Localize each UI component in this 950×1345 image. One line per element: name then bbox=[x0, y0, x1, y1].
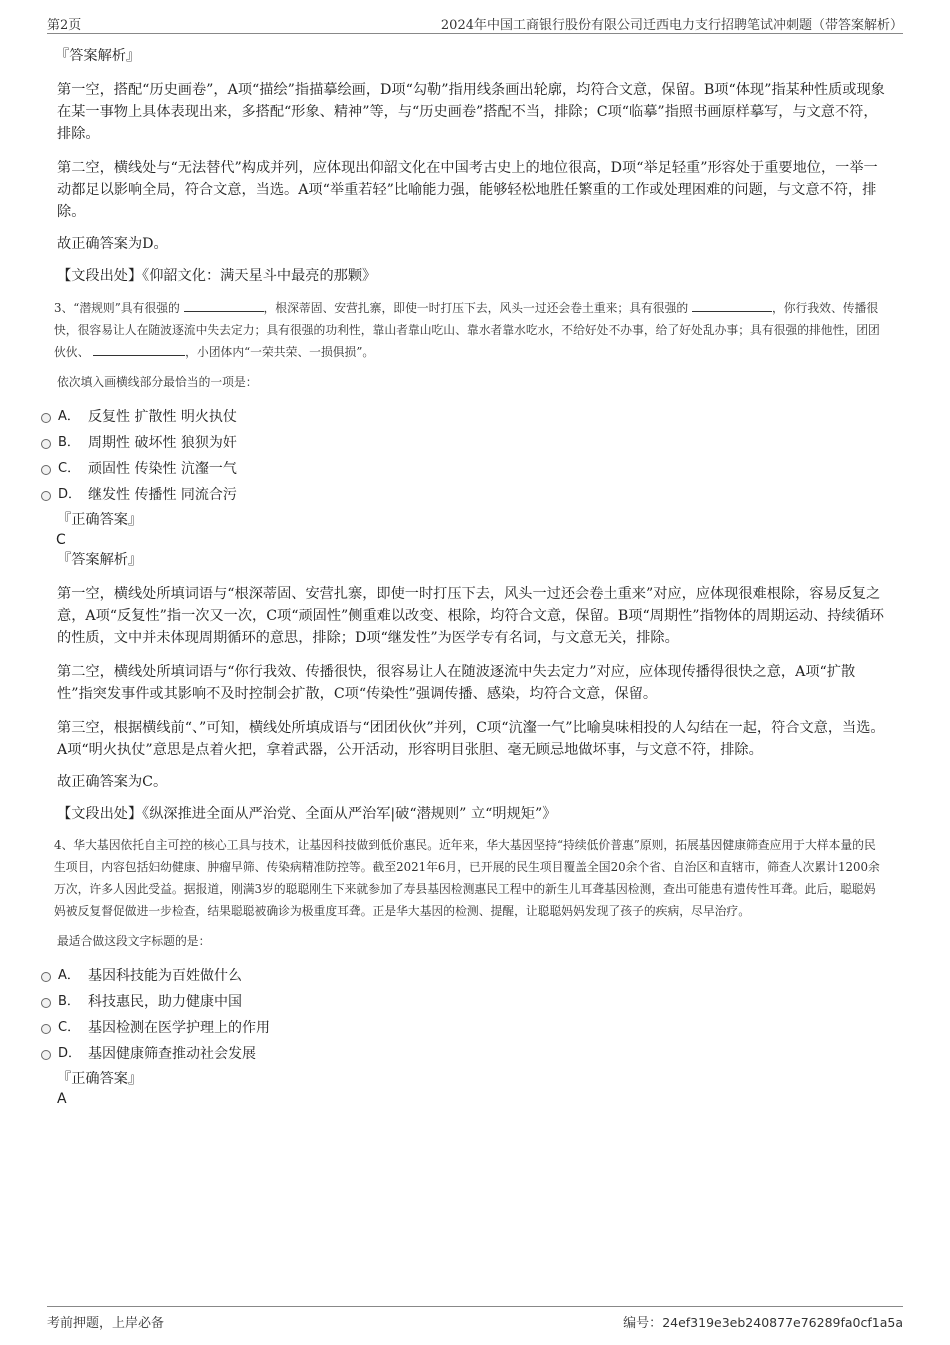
q4-answer: A bbox=[57, 1091, 67, 1107]
option-text: 周期性 破坏性 狼狈为奸 bbox=[88, 435, 237, 451]
q3-stem-part-1: 3、“潜规则”具有很强的 bbox=[54, 301, 180, 315]
q3-option-a[interactable] bbox=[0, 404, 887, 430]
q3-stem-part-4: ，小团体内“一荣共荣、一损俱损”。 bbox=[185, 345, 375, 359]
q3-options bbox=[0, 404, 887, 508]
option-text: 继发性 传播性 同流合污 bbox=[88, 487, 237, 503]
page-footer bbox=[47, 1306, 903, 1329]
option-letter: C． bbox=[58, 461, 81, 476]
q4-option-a[interactable] bbox=[0, 963, 887, 989]
document-title: 2024年中国工商银行股份有限公司迁西电力支行招聘笔试冲刺题（带答案解析） bbox=[440, 18, 903, 33]
q4-stem: 4、华大基因依托自主可控的核心工具与技术，让基因科技做到低价惠民。近年来，华大基因坚持“持续低价普惠”原则，拓展基因健康筛查应用于大样本量的民生项目，内容包括妇幼健康、肿瘤早筛、传染病精准防控等。截至2021年6月，已开展的民生项目覆盖全国20余个省、自治区和直辖市，筛查人次累计1200余万次，许多人因此受益。据报道，刚满3岁的聪聪刚生下来就参加了寿县基因检测惠民工程中的新生儿耳聋基因检测，查出可能患有遗传性耳聋。此后，聪聪妈妈被反复督促做进一步检查，结果聪聪被确诊为极重度耳聋。正是华大基因的检测、提醒，让聪聪妈妈发现了孩子的疾病，尽早治疗。 bbox=[54, 838, 880, 918]
q3-analysis-label: 『答案解析』 bbox=[57, 552, 143, 568]
q3-option-c[interactable] bbox=[0, 456, 887, 482]
radio-button-icon[interactable] bbox=[41, 439, 51, 449]
radio-button-icon[interactable] bbox=[41, 1050, 51, 1060]
q3-source: 【文段出处】《纵深推进全面从严治党、全面从严治军|破“潜规则” 立“明规矩”》 bbox=[57, 806, 557, 822]
q4-prompt: 最适合做这段文字标题的是： bbox=[57, 934, 211, 948]
option-letter: D． bbox=[58, 487, 82, 502]
radio-button-icon[interactable] bbox=[41, 1024, 51, 1034]
q3-stem-part-3: ，你行我效、传播很快，很容易让人在随波逐流中失去定力；具有很强的功利性，靠山者靠山吃山、靠水者靠水吃水，不给好处不办事，给了好处乱办事；具有很强的排他性，团团伙伙、 bbox=[54, 301, 880, 359]
q2-source: 【文段出处】《仰韶文化：满天星斗中最亮的那颗》 bbox=[57, 268, 377, 284]
q4-answer-label: 『正确答案』 bbox=[57, 1071, 143, 1087]
option-text: 基因科技能为百姓做什么 bbox=[88, 968, 242, 984]
q3-analysis-para-1: 第一空，横线处所填词语与“根深蒂固、安营扎寨，即使一时打压下去，风头一过还会卷土重来”对应，应体现很难根除，容易反复之意，A项“反复性”指一次又一次，C项“顽固性”侧重难以改变、根除，均符合文意，保留。B项“周期性”指物体的周期运动、持续循环的性质，文中并未体现周期循环的意思，排除；D项“继发性”为医学专有名词，与文意无关，排除。 bbox=[57, 586, 884, 646]
q3-conclusion: 故正确答案为C。 bbox=[57, 774, 168, 790]
radio-button-icon[interactable] bbox=[41, 413, 51, 423]
q3-blank-2 bbox=[692, 300, 772, 312]
q3-answer-label: 『正确答案』 bbox=[57, 512, 143, 528]
radio-button-icon[interactable] bbox=[41, 465, 51, 475]
page-header bbox=[47, 13, 903, 34]
option-letter: D． bbox=[58, 1046, 82, 1061]
q3-blank-1 bbox=[184, 300, 264, 312]
q4-option-c[interactable] bbox=[0, 1015, 887, 1041]
page-number: 第2页 bbox=[47, 18, 82, 33]
document-code-label: 编号： bbox=[623, 1316, 663, 1331]
q3-prompt: 依次填入画横线部分最恰当的一项是： bbox=[57, 375, 258, 389]
document-code bbox=[623, 1312, 903, 1331]
q3-analysis-para-2: 第二空，横线处所填词语与“你行我效、传播很快，很容易让人在随波逐流中失去定力”对应，应体现传播得很快之意，A项“扩散性”指突发事件或其影响不及时控制会扩散，C项“传染性”强调传播、感染，均符合文意，保留。 bbox=[57, 664, 856, 702]
q2-conclusion: 故正确答案为D。 bbox=[57, 236, 168, 252]
option-letter: B． bbox=[58, 994, 80, 1009]
q3-option-d[interactable] bbox=[0, 482, 887, 508]
q2-analysis-para-2: 第二空，横线处与“无法替代”构成并列，应体现出仰韶文化在中国考古史上的地位很高，D项“举足轻重”形容处于重要地位，一举一动都足以影响全局，符合文意，当选。A项“举重若轻”比喻能力强，能够轻松地胜任繁重的工作或处理困难的问题，与文意不符，排除。 bbox=[57, 160, 878, 220]
q4-option-d[interactable] bbox=[0, 1041, 887, 1067]
radio-button-icon[interactable] bbox=[41, 998, 51, 1008]
q3-stem-part-2: ，根深蒂固、安营扎寨，即使一时打压下去，风头一过还会卷土重来；具有很强的 bbox=[263, 301, 689, 315]
q3-analysis-para-3: 第三空，根据横线前“、”可知，横线处所填成语与“团团伙伙”并列，C项“沆瀣一气”比喻臭味相投的人勾结在一起，符合文意，当选。A项“明火执仗”意思是点着火把，拿着武器，公开活动，形容明目张胆、毫无顾忌地做坏事，与文意不符，排除。 bbox=[57, 720, 885, 758]
q4-options bbox=[0, 963, 887, 1067]
option-text: 基因检测在医学护理上的作用 bbox=[88, 1020, 270, 1036]
q3-blank-3 bbox=[93, 344, 185, 356]
q3-stem bbox=[54, 297, 887, 363]
q4-option-b[interactable] bbox=[0, 989, 887, 1015]
q3-option-b[interactable] bbox=[0, 430, 887, 456]
option-letter: B． bbox=[58, 435, 80, 450]
q3-answer: C bbox=[56, 532, 66, 548]
document-body bbox=[54, 46, 887, 1108]
document-code-value: 24ef319e3eb240877e76289fa0cf1a5a bbox=[662, 1315, 903, 1330]
q2-analysis-para-1: 第一空，搭配“历史画卷”，A项“描绘”指描摹绘画，D项“勾勒”指用线条画出轮廓，均符合文意，保留。B项“体现”指某种性质或现象在某一事物上具体表现出来，多搭配“形象、精神”等，与“历史画卷”搭配不当，排除；C项“临摹”指照书画原样摹写，与文意不符，排除。 bbox=[57, 82, 885, 142]
option-text: 科技惠民，助力健康中国 bbox=[88, 994, 242, 1010]
option-text: 顽固性 传染性 沆瀣一气 bbox=[88, 461, 237, 477]
option-letter: A． bbox=[58, 968, 80, 983]
footer-slogan: 考前押题，上岸必备 bbox=[47, 1316, 165, 1331]
option-letter: A． bbox=[58, 409, 80, 424]
q2-analysis-label: 『答案解析』 bbox=[55, 48, 141, 64]
radio-button-icon[interactable] bbox=[41, 972, 51, 982]
radio-button-icon[interactable] bbox=[41, 491, 51, 501]
option-text: 反复性 扩散性 明火执仗 bbox=[88, 409, 237, 425]
option-letter: C． bbox=[58, 1020, 81, 1035]
option-text: 基因健康筛查推动社会发展 bbox=[88, 1046, 256, 1062]
